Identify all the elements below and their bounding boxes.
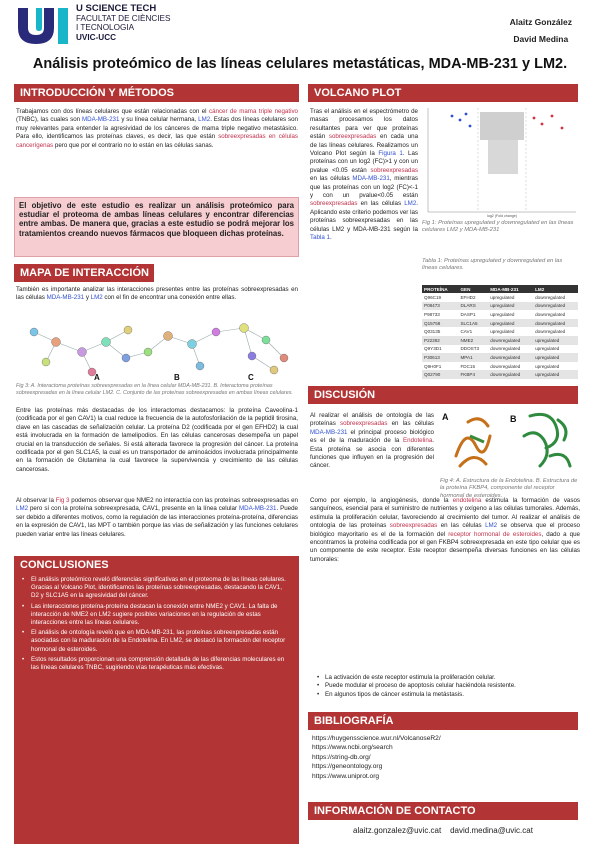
network-label-a: A <box>94 373 100 382</box>
table-row <box>422 336 578 345</box>
table-cell: downregulated <box>490 363 521 369</box>
protein-structures-figure <box>440 406 580 476</box>
structure-label-a: A <box>442 412 449 422</box>
bullet-item: • La activación de este receptor estimula la proliferación celular. <box>316 674 578 682</box>
table-cell: upregulated <box>535 363 560 369</box>
table-cell: downregulated <box>535 311 566 317</box>
table-row <box>422 353 578 362</box>
table-cell: Q02790 <box>422 370 458 379</box>
volcano-plot-figure <box>422 104 580 218</box>
structure-label-b: B <box>510 414 517 424</box>
protein-table <box>422 285 578 379</box>
table-row <box>422 362 578 371</box>
intro-paragraph: Trabajamos con dos líneas celulares que están relacionadas con el cáncer de mama triple negativo (TNBC), las cuales son MDA-MB-231 y su línea celular hermana, LM2. Estas dos líneas celulares son muy relevantes para entender la agresividad de los cánceres de mama triple negativo metastásico. Para ello, identificamos las proteínas claves, es decir, las que están sobreexpresadas en células cancerígenas pero que por el contrario no lo están en las células sanas. <box>16 108 299 149</box>
table-header: GEN <box>458 285 488 293</box>
institution-line: I TECNOLOGIA <box>76 23 135 33</box>
table-cell: upregulated <box>490 311 515 317</box>
bullet-item: • En algunos tipos de cáncer estimula la metástasis. <box>316 691 578 699</box>
table-cell: downregulated <box>533 302 578 311</box>
volcano-paragraph: Tras el análisis en el espectrómetro de masas procesamos los datos resultantes para ver que proteínas están sobreexpresadas en cada una de las líneas celulares. Realizamos un Volcano Plot según la Figura 1. Las proteínas con un log2 (FC)>1 y con un pvalue <0.05 están sobreexpresadas en las células MDA-MB-231, mientras que las proteínas con un log2 (FC)<-1 y con un pvalue<0.05 están sobreexpresadas en las células LM2. Aplicando este criterio podemos ver las proteínas sobreexpresadas en las células LM2 y MDA-MB-231 según la Tabla 1. <box>310 108 419 242</box>
table-cell: CAV1 <box>460 329 473 335</box>
bullet-item: • Puede modular el proceso de apoptosis celular haciéndola resistente. <box>316 682 578 690</box>
volcano-xlabel: log2 (Fold change) <box>487 214 517 218</box>
table-cell: downregulated <box>535 329 566 335</box>
table-cell: DLARS <box>458 302 488 311</box>
table-row <box>422 370 578 379</box>
table-cell: DDOST3 <box>460 346 480 352</box>
table-cell: upregulated <box>488 302 533 311</box>
table-cell: NME2 <box>458 336 488 345</box>
table-cell: FKBP4 <box>458 370 488 379</box>
map-proteins-paragraph: Entre las proteínas más destacadas de los interactomas destacamos: la proteína Caveolina-1 (codificada por el gen CAV1) la cual reduce la frecuencia de la autofosforilación de la peptidil tirosina, clave en las cascadas de señalización celular. La proteína D2 (codificada por el gen EFHD2) la cual está involucrada en la formación de lamelipodios. En las células cancerosas desempeña un papel crucial en la transducción de señales. Si está alterada favorece la progresión del cáncer. La proteína codificada por el gen SLC1A5, la cual es un transportador de aminoácidos involucrada principalmente en la formación de Glutamina la cual favorece la supervivencia y crecimiento de las células cancerosas. <box>16 407 298 473</box>
table-header: PROTEÍNA <box>422 285 458 293</box>
table-cell: downregulated <box>490 346 521 352</box>
network-label-b: B <box>174 373 180 382</box>
bibliography-list <box>312 734 578 781</box>
table-cell: downregulated <box>488 336 533 345</box>
table-cell: EFHD2 <box>460 294 476 300</box>
bibliography-link[interactable]: https://geneontology.org <box>312 763 383 771</box>
table-cell: P22392 <box>422 336 458 345</box>
table-cell: SLC1A5 <box>458 319 488 328</box>
table1-caption: Tabla 1: Proteínas upregulated y downregulated en las líneas celulares. <box>422 258 563 272</box>
table-cell: P30613 <box>422 353 458 362</box>
contact-emails[interactable]: alaitz.gonzalez@uvic.cat david.medina@uvic.cat <box>353 826 533 835</box>
map-heading: MAPA DE INTERACCIÓN <box>14 264 154 282</box>
intro-heading: INTRODUCCIÓN Y MÉTODOS <box>14 84 299 102</box>
table-row <box>422 293 578 302</box>
table-cell: FDC15 <box>460 363 476 369</box>
conclusions-heading: CONCLUSIONES <box>14 556 299 574</box>
table-cell: upregulated <box>490 294 515 300</box>
table-cell: downregulated <box>533 319 578 328</box>
bibliography-heading: BIBLIOGRAFÍA <box>308 712 578 730</box>
bibliography-link[interactable]: https://www.ncbi.org/search <box>312 744 393 752</box>
network-label-c: C <box>248 373 254 382</box>
objective-box: El objetivo de este estudio es realizar un análisis proteómico para estudiar el proteoma de ambas líneas celulares y encontrar diferencias entre ambas. De manera que, gracias a este estudio se podrá mejorar los tratamientos creando nuevos fármacos que bloqueen dichas proteínas. <box>14 197 299 257</box>
bibliography-link[interactable]: https://string-db.org/ <box>312 753 371 761</box>
institution-line: U SCIENCE TECH <box>76 3 157 14</box>
table-row <box>422 302 578 311</box>
table-cell: DASP1 <box>460 311 476 317</box>
table-cell: upregulated <box>535 346 560 352</box>
table-cell: Q96C19 <box>424 294 442 300</box>
map-observation-paragraph: Al observar la Fig 3 podemos observar que NME2 no interactúa con las proteínas sobreexpresadas en LM2 pero sí con la proteína sobreexpresada, CAV1, presente en la línea celular MDA-MB-231. Puede ser debido a diferentes motivos, como la regulación de las interacciones proteína-proteína, diferencias en la expresión de CAV1, las MPT o también porque las vías de señalización y las funciones celulares pueden variar entre las líneas celulares. <box>16 497 298 538</box>
conclusion-item: • Las interacciones proteína-proteína destacan la conexión entre NME2 y CAV1. La falta de interacción de NME2 en LM2 sugiere posibles variaciones en la regulación de estas interacciones entre las líneas celulares. <box>22 603 291 628</box>
table-cell: upregulated <box>533 370 578 379</box>
uvic-logo <box>14 4 72 48</box>
fig3-caption: Fig 3: A. Interactoma proteínas sobreexpresadas en la línea celular MDA-MB-231. B. Interactoma proteínas sobreexpresadas en la línea celular LM2. C. Conjunto de las proteínas sobreexpresadas en ambas líneas celulares. <box>16 383 293 396</box>
table-header: MDA-MB-231 <box>488 285 533 293</box>
table-cell: P08473 <box>422 302 458 311</box>
table-row <box>422 345 578 354</box>
table-row <box>422 319 578 328</box>
table-cell: downregulated <box>488 353 533 362</box>
discussion-paragraph-2: Como por ejemplo, la angiogénesis, donde la endotelina estimula la formación de vasos sanguíneos, esencial para el suministro de nutrientes y oxígeno a las células tumorales. Además, estimula la proliferación celular, favoreciendo al crecimiento del tumor. Al realizar el análisis de ontología de las proteínas sobreexpresadas en las células LM2 se observa que el proceso biológico mayoritario es el de la formación del receptor hormonal de esteroides, dado a que encontramos la proteína codificada por el gen FKBP4 sobreexpresada en este tipo celular que es un componente de este receptor. Este receptor desempeña diversas funciones en las células tumorales: <box>310 497 580 563</box>
conclusion-item: • El análisis de ontología reveló que en MDA-MB-231, las proteínas sobreexpresadas están asociadas con la maduración de la Endotelina. En LM2, se destacó la formación del receptor hormonal de esteroides. <box>22 629 291 654</box>
table-row <box>422 327 578 336</box>
poster-title: Análisis proteómico de las líneas celulares metastáticas, MDA-MB-231 y LM2. <box>32 56 568 72</box>
table-cell: P98733 <box>424 311 440 317</box>
fig1-caption: Fig 1: Proteínas upregulated y downregulated en las líneas celulares LM2 y MDA-MB-231 <box>422 220 574 234</box>
discussion-paragraph-1: Al realizar el análisis de ontología de las proteínas sobreexpresadas en las células MDA-MB-231 el principal proceso biológico es el de la maduración de la Endotelina. Esta proteína se asocia con diferentes funciones que influyen en la progresión del cáncer. <box>310 412 434 470</box>
author-name: David Medina <box>513 34 569 44</box>
table-cell: Q9Y3D1 <box>424 346 442 352</box>
contact-heading: INFORMACIÓN DE CONTACTO <box>308 802 578 820</box>
table-cell: upregulated <box>533 336 578 345</box>
table-header: LM2 <box>533 285 578 293</box>
author-name: Alaitz González <box>509 17 572 27</box>
bibliography-link[interactable]: https://huygensscience.wur.nl/VolcanoseR2/ <box>312 735 441 742</box>
table-cell: Q9H0F1 <box>424 363 442 369</box>
map-intro-paragraph: También es importante analizar las interacciones presentes entre las proteínas sobreexpresadas en las células MDA-MB-231 y LM2 con el fin de encontrar una conexión entre ellas. <box>16 286 298 302</box>
table-cell: upregulated <box>488 319 533 328</box>
table-cell: Q15758 <box>422 319 458 328</box>
table-cell: downregulated <box>488 370 533 379</box>
institution-line: FACULTAT DE CIÈNCIES <box>76 13 171 23</box>
bibliography-link[interactable]: https://www.uniprot.org <box>312 772 380 780</box>
table-cell: upregulated <box>490 329 515 335</box>
conclusion-item: • El análisis proteómico reveló diferencias significativas en el proteoma de las líneas celulares. Gracias al Volcano Plot, identificamos las proteínas sobreexpresadas, destacando la CAV1, D2 y SLC1A5 en la agresividad del cáncer. <box>22 576 291 601</box>
fig4-caption: Fig 4: A. Estructura de la Endotelina. B. Estructura de la proteína FKBP4, componente del receptor hormonal de esteroides. <box>440 478 578 499</box>
conclusions-box <box>14 574 299 844</box>
authors <box>510 14 572 48</box>
conclusion-item: • Estos resultados proporcionan una comprensión detallada de las diferencias moleculares en las líneas celulares TNBC, sugiriendo vías terapéuticas más efectivas. <box>22 656 291 672</box>
table-cell: upregulated <box>533 353 578 362</box>
discussion-heading: DISCUSIÓN <box>308 386 578 404</box>
institution-name <box>76 4 170 42</box>
table-cell: MPA1 <box>458 353 488 362</box>
institution-line: UVIC-UCC <box>76 32 117 42</box>
table-cell: downregulated <box>535 294 566 300</box>
table-cell: Q03135 <box>424 329 441 335</box>
discussion-bullets <box>316 674 578 699</box>
interaction-network-figure <box>16 318 298 382</box>
table-row <box>422 310 578 319</box>
volcano-heading: VOLCANO PLOT <box>308 84 578 102</box>
